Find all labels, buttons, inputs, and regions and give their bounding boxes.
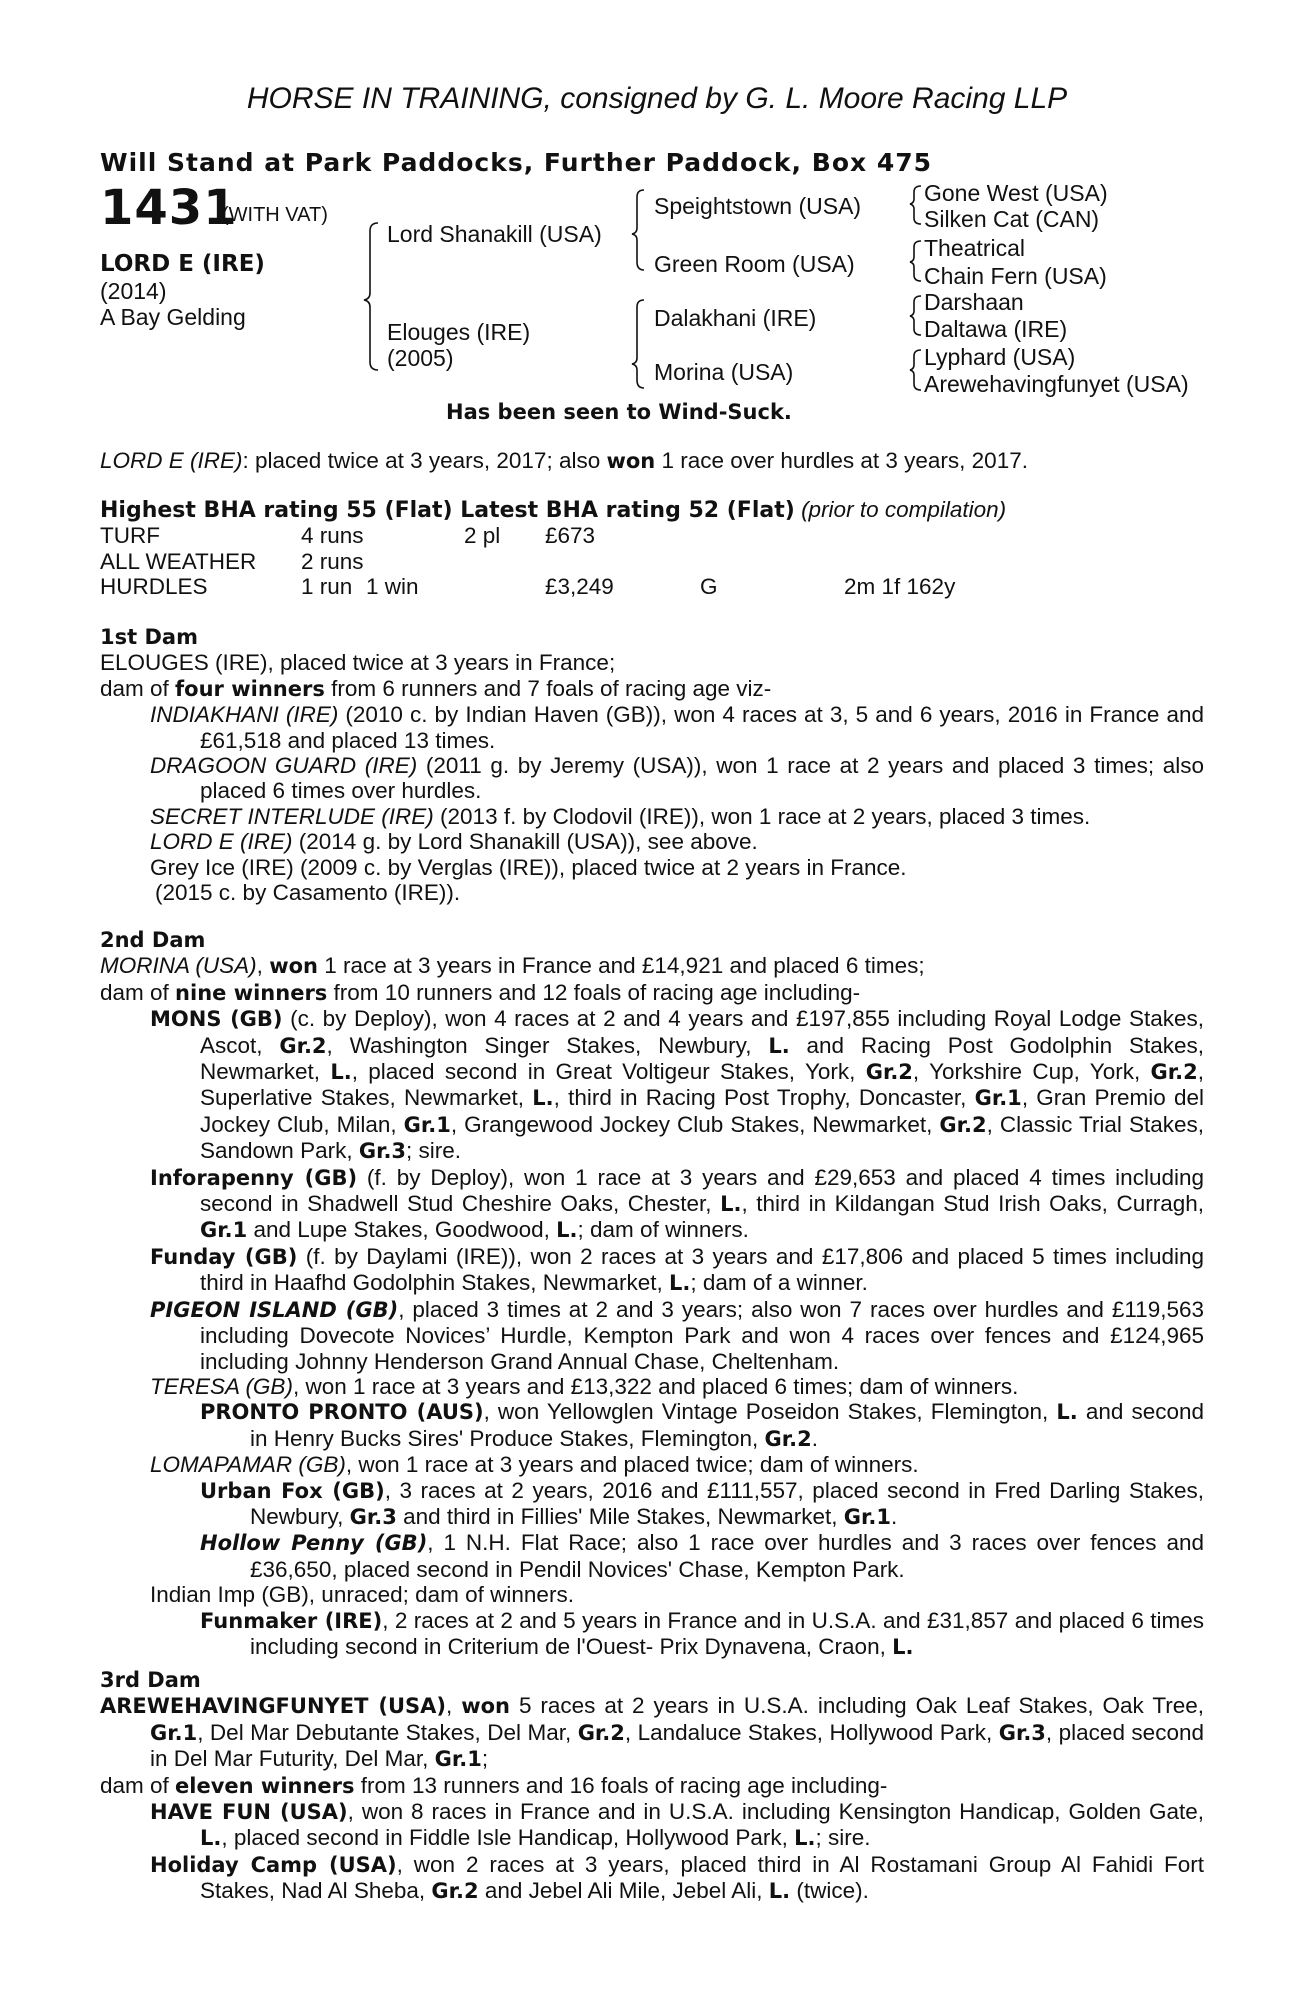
bracket-dd [910, 350, 921, 390]
pedigree-dam-dam: Morina (USA) [654, 359, 794, 385]
second-dam-section: 2nd Dam MORINA (USA), won 1 race at 3 years in France and £14,921 and placed 6 times; dam of nine winners from 10 runners and 12 foals of racing age including- MONS (GB) (c. by Deploy), won 4 races at 2 and 4 years and £197,855 including Royal Lodge Stakes, Ascot, Gr.2, Washington Singer Stakes, Newbury, L. and Racing Post Godolphin Stakes, Newmarket, L., placed second in Great Voltigeur Stakes, York, Gr.2, Yorkshire Cup, York, Gr.2, Superlative Stakes, Newmarket, L., third in Racing Post Trophy, Doncaster, Gr.1, Gran Premio del Jockey Club, Milan, Gr.1, Grangewood Jockey Club Stakes, Newmarket, Gr.2, Classic Trial Stakes, Sandown Park, Gr.3; sire. Inforapenny (GB) (f. by Deploy), won 1 race at 3 years and £29,653 and placed 4 times including second in Shadwell Stud Cheshire Oaks, Chester, L., third in Kildangan Stud Irish Oaks, Curragh, Gr.1 and Lupe Stakes, Goodwood, L.; dam of winners. Funday (GB) (f. by Daylami (IRE)), won 2 races at 3 years and £17,806 and placed 5 times including third in Haafhd Godolphin Stakes, Newmarket, L.; dam of a winner. PIGEON ISLAND (GB), placed 3 times at 2 and 3 years; also won 7 races over hurdles and £119,563 including Dovecote Novices’ Hurdle, Kempton Park and won 4 races over fences and £124,965 including Johnny Henderson Grand Annual Chase, Cheltenham. TERESA (GB), won 1 race at 3 years and £13,322 and placed 6 times; dam of winners. PRONTO PRONTO (AUS), won Yellowglen Vintage Poseidon Stakes, Flemington, L. and second in Henry Bucks Sires' Produce Stakes, Flemington, Gr.2. LOMAPAMAR (GB), won 1 race at 3 years and placed twice; dam of winners. Urban Fox (GB), 3 races at 2 years, 2016 and £111,557, placed second in Fred Darling Stakes, Newbury, Gr.3 and third in Fillies' Mile Stakes, Newmarket, Gr.1. Hollow Penny (GB), 1 N.H. Flat Race; also 1 race over hurdles and 3 races over fences and £36,650, placed second in Pendil Novices' Chase, Kempton Park. Indian Imp (GB), unraced; dam of winners. Funmaker (IRE), 2 races at 2 and 5 years in France and in U.S.A. and £31,857 and placed 6 times including second in Criterium de l'Ouest- Prix Dynavena, Craon, L. [100, 928, 1205, 1659]
pedigree-sds: Theatrical [924, 235, 1025, 261]
bracket-ds [910, 296, 921, 335]
page-header: HORSE IN TRAINING, consigned by G. L. Moore Racing LLP [246, 82, 1068, 115]
bracket-sire [632, 190, 644, 270]
produce-entry: HAVE FUN (USA), won 8 races in France and in U.S.A. including Kensington Handicap, Golden Gate, L., placed second in Fiddle Isle Handicap, Hollywood Park, L.; sire. [150, 1799, 1204, 1851]
pedigree-sire-sire: Speightstown (USA) [654, 193, 862, 219]
pedigree-dds: Lyphard (USA) [924, 344, 1076, 370]
third-dam-section: 3rd Dam AREWEHAVINGFUNYET (USA), won 5 races at 2 years in U.S.A. including Oak Leaf Stakes, Oak Tree, Gr.1, Del Mar Debutante Stakes, Del Mar, Gr.2, Landaluce Stakes, Hollywood Park, Gr.3, placed second in Del Mar Futurity, Del Mar, Gr.1; dam of eleven winners from 13 runners and 16 foals of racing age including- HAVE FUN (USA), won 8 races in France and in U.S.A. including Kensington Handicap, Golden Gate, L., placed second in Fiddle Isle Handicap, Hollywood Park, L.; sire. Holiday Camp (USA), won 2 races at 3 years, placed third in Al Rostamani Group Al Fahidi Fort Stakes, Nad Al Sheba, Gr.2 and Jebel Ali Mile, Jebel Ali, L. (twice). [100, 1668, 1204, 1904]
pedigree-ddd: Arewehavingfunyet (USA) [924, 371, 1189, 397]
produce-entry: LORD E (IRE) (2014 g. by Lord Shanakill (USA)), see above. [150, 829, 758, 855]
produce-entry: TERESA (GB), won 1 race at 3 years and £13,322 and placed 6 times; dam of winners. [150, 1373, 1019, 1399]
bracket-sd [910, 241, 921, 281]
pedigree-sss: Gone West (USA) [924, 180, 1108, 206]
rating-section [100, 497, 1204, 600]
bracket-ss [910, 186, 921, 224]
produce-entry: Hollow Penny (GB), 1 N.H. Flat Race; also 1 race over hurdles and 3 races over fences and £36,650, placed second in Pendil Novices' Chase, Kempton Park. [200, 1530, 1204, 1582]
produce-entry: Holiday Camp (USA), won 2 races at 3 years, placed third in Al Rostamani Group Al Fahidi Fort Stakes, Nad Al Sheba, Gr.2 and Jebel Ali Mile, Jebel Ali, L. (twice). [150, 1851, 1204, 1904]
first-dam-heading: 1st Dam [100, 625, 198, 649]
produce-entry: Inforapenny (GB) (f. by Deploy), won 1 race at 3 years and £29,653 and placed 4 times including second in Shadwell Stud Cheshire Oaks, Chester, L., third in Kildangan Stud Irish Oaks, Curragh, Gr.1 and Lupe Stakes, Goodwood, L.; dam of winners. [150, 1164, 1204, 1243]
stand-location: Will Stand at Park Paddocks, Further Paddock, Box 475 [100, 148, 933, 177]
vat-note: (WITH VAT) [222, 204, 328, 226]
pedigree-dsd: Daltawa (IRE) [924, 316, 1068, 342]
third-dam-record: AREWEHAVINGFUNYET (USA), won 5 races at 2 years in U.S.A. including Oak Leaf Stakes, Oak Tree, Gr.1, Del Mar Debutante Stakes, Del Mar, Gr.2, Landaluce Stakes, Hollywood Park, Gr.3, placed second in Del Mar Futurity, Del Mar, Gr.1; [100, 1693, 1204, 1772]
produce-entry: SECRET INTERLUDE (IRE) (2013 f. by Clodovil (IRE)), won 1 race at 2 years, placed 3 times. [150, 803, 1091, 829]
produce-entry: Grey Ice (IRE) (2009 c. by Verglas (IRE)), placed twice at 2 years in France. [150, 854, 907, 880]
pedigree-dam-sire: Dalakhani (IRE) [654, 305, 817, 331]
lot-number: 1431 [100, 180, 238, 236]
horse-name: LORD E (IRE) [100, 251, 265, 277]
pedigree-sdd: Chain Fern (USA) [924, 263, 1107, 289]
horse-year: (2014) [100, 278, 167, 304]
pedigree-dam: Elouges (IRE) [387, 319, 531, 345]
third-dam-heading: 3rd Dam [100, 1668, 201, 1692]
pedigree-dss: Darshaan [924, 289, 1024, 315]
produce-entry: (2015 c. by Casamento (IRE)). [155, 880, 461, 906]
produce-entry: Funmaker (IRE), 2 races at 2 and 5 years in France and in U.S.A. and £31,857 and placed 6 times including second in Criterium de l'Ouest- Prix Dynavena, Craon, L. [200, 1607, 1204, 1659]
produce-entry: Indian Imp (GB), unraced; dam of winners. [150, 1582, 574, 1608]
produce-entry: Urban Fox (GB), 3 races at 2 years, 2016 and £111,557, placed second in Fred Darling Stakes, Newbury, Gr.3 and third in Fillies' Mile Stakes, Newmarket, Gr.1. [200, 1477, 1204, 1529]
produce-entry: PIGEON ISLAND (GB), placed 3 times at 2 and 3 years; also won 7 races over hurdles and £119,563 including Dovecote Novices’ Hurdle, Kempton Park and won 4 races over fences and £124,965 including Johnny Henderson Grand Annual Chase, Cheltenham. [150, 1296, 1205, 1374]
produce-entry: MONS (GB) (c. by Deploy), won 4 races at 2 and 4 years and £197,855 including Royal Lodge Stakes, Ascot, Gr.2, Washington Singer Stakes, Newbury, L. and Racing Post Godolphin Stakes, Newmarket, L., placed second in Great Voltigeur Stakes, York, Gr.2, Yorkshire Cup, York, Gr.2, Superlative Stakes, Newmarket, L., third in Racing Post Trophy, Doncaster, Gr.1, Gran Premio del Jockey Club, Milan, Gr.1, Grangewood Jockey Club Stakes, Newmarket, Gr.2, Classic Trial Stakes, Sandown Park, Gr.3; sire. [150, 1006, 1205, 1164]
pedigree-ssd: Silken Cat (CAN) [924, 206, 1100, 232]
horse-description: A Bay Gelding [100, 304, 246, 330]
produce-entry: Funday (GB) (f. by Daylami (IRE)), won 2 races at 3 years and £17,806 and placed 5 times including third in Haafhd Godolphin Stakes, Newmarket, L.; dam of a winner. [150, 1243, 1204, 1296]
produce-entry: INDIAKHANI (IRE) (2010 c. by Indian Haven (GB)), won 4 races at 3, 5 and 6 years, 2016 in France and £61,518 and placed 13 times. [150, 702, 1205, 753]
pedigree-dam-year: (2005) [387, 345, 454, 371]
produce-entry: PRONTO PRONTO (AUS), won Yellowglen Vintage Poseidon Stakes, Flemington, L. and second in Henry Bucks Sires' Produce Stakes, Flemington, Gr.2. [200, 1399, 1204, 1451]
rating-row: ALL WEATHER 2 runs [100, 548, 364, 574]
bracket-dam [632, 300, 644, 388]
produce-entry: DRAGOON GUARD (IRE) (2011 g. by Jeremy (USA)), won 1 race at 2 years and placed 3 times; also placed 6 times over hurdles. [150, 753, 1204, 804]
rating-row: TURF 4 runs 2 pl £673 [100, 523, 596, 549]
bracket-main [364, 223, 378, 370]
rating-title: Highest BHA rating 55 (Flat) Latest BHA rating 52 (Flat) (prior to compilation) [100, 497, 1007, 523]
first-dam-section: 1st Dam ELOUGES (IRE), placed twice at 3 years in France; dam of four winners from 6 runners and 7 foals of racing age viz- INDIAKHANI (IRE) (2010 c. by Indian Haven (GB)), won 4 races at 3, 5 and 6 years, 2016 in France and £61,518 and placed 13 times. DRAGOON GUARD (IRE) (2011 g. by Jeremy (USA)), won 1 race at 2 years and placed 3 times; also placed 6 times over hurdles. SECRET INTERLUDE (IRE) (2013 f. by Clodovil (IRE)), won 1 race at 2 years, placed 3 times. LORD E (IRE) (2014 g. by Lord Shanakill (USA)), see above. Grey Ice (IRE) (2009 c. by Verglas (IRE)), placed twice at 2 years in France. (2015 c. by Casamento (IRE)). [100, 625, 1205, 906]
pedigree-sire: Lord Shanakill (USA) [387, 221, 602, 247]
wind-note: Has been seen to Wind-Suck. [446, 400, 792, 424]
rating-row: HURDLES 1 run 1 win £3,249 G 2m 1f 162y [100, 574, 956, 600]
second-dam-heading: 2nd Dam [100, 928, 206, 952]
race-summary: LORD E (IRE): placed twice at 3 years, 2017; also won 1 race over hurdles at 3 years, 2017. [100, 448, 1028, 473]
produce-entry: LOMAPAMAR (GB), won 1 race at 3 years and placed twice; dam of winners. [150, 1452, 919, 1478]
pedigree-sire-dam: Green Room (USA) [654, 251, 855, 277]
